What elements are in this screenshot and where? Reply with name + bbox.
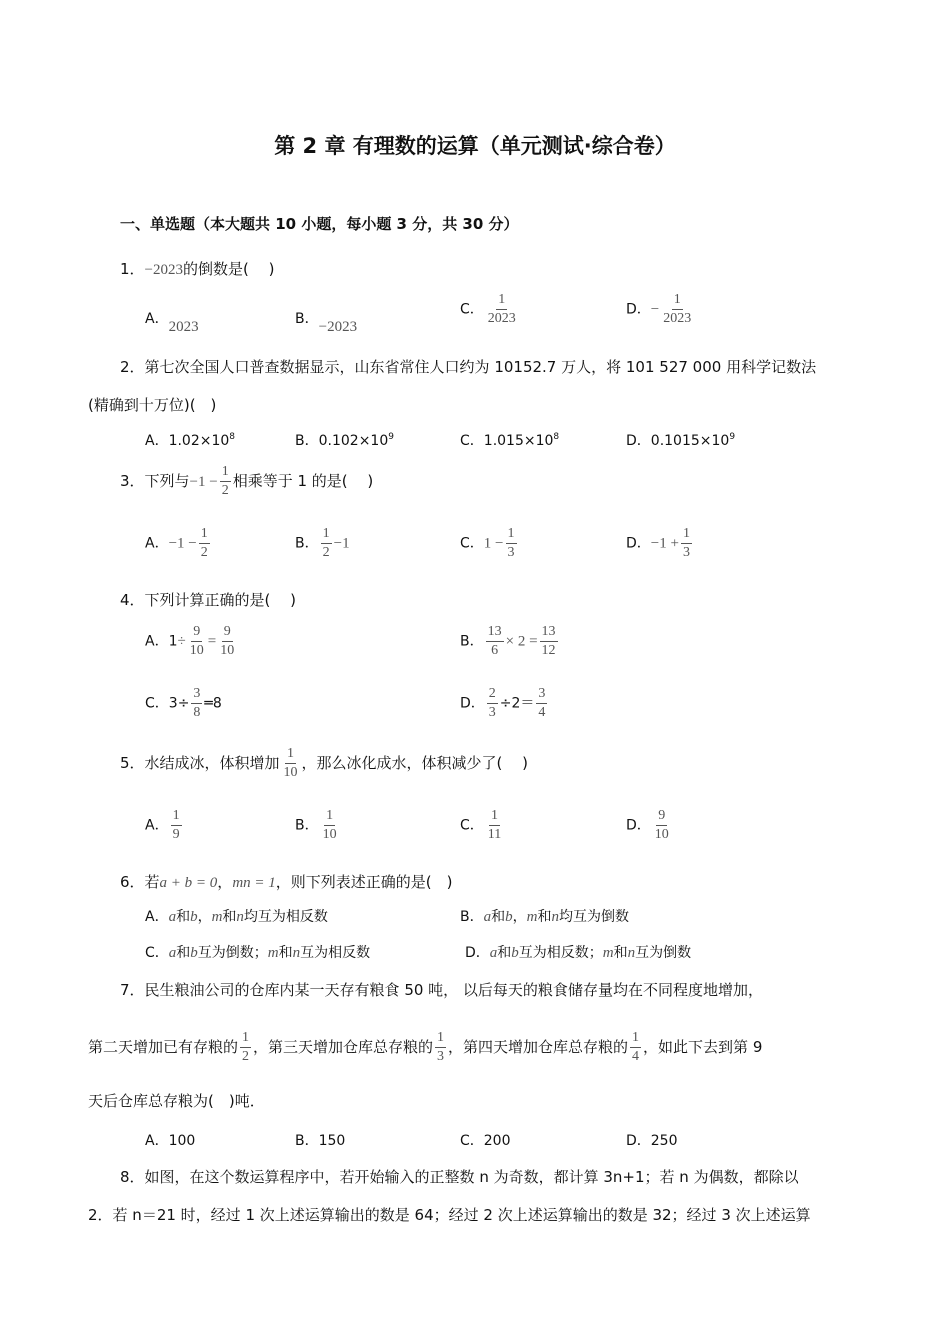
operator: ÷2＝ <box>499 695 535 712</box>
variable: m <box>211 909 223 925</box>
conjunction: 和 <box>278 945 293 961</box>
numerator: 2 <box>487 686 498 704</box>
exponent: 8 <box>553 432 560 442</box>
denominator: 10 <box>283 765 298 780</box>
denominator: 3 <box>507 545 515 560</box>
option-text: 均互为相反数 <box>243 909 328 925</box>
question-text: ，那么冰化成水，体积减少了( ) <box>301 754 529 772</box>
option-text: 互为相反数； <box>518 945 603 961</box>
variable: n <box>292 945 301 961</box>
conjunction: 和 <box>497 945 512 961</box>
option-label: B． <box>460 633 484 650</box>
fraction <box>188 624 206 659</box>
numerator: 3 <box>191 686 202 704</box>
operand: 1 <box>168 633 178 650</box>
numerator: 1 <box>240 1030 251 1048</box>
question-7-line-1: 7．民生粮油公司的仓库内某一天存有粮食 50 吨， 以后每天的粮食储存量均在不同程度地增加， <box>120 981 763 999</box>
question-2-line-2: (精确到十万位)( ) <box>88 396 217 414</box>
option-label: B． <box>460 909 484 925</box>
conjunction: 和 <box>537 909 552 925</box>
numerator: 3 <box>536 686 547 704</box>
fraction <box>486 624 504 659</box>
denominator: 2 <box>242 1049 250 1064</box>
option-label: C． <box>460 817 484 834</box>
math-expression: −1 − <box>189 474 218 490</box>
option-label: B． <box>295 817 319 834</box>
q6-option-b[interactable]: B．a和b，m和n均互为倒数 <box>460 909 629 925</box>
option-label: A． <box>145 633 169 650</box>
fraction <box>321 808 339 843</box>
question-text: ，则下列表述正确的是( ) <box>275 873 453 891</box>
option-value: 1.015×10 <box>483 433 554 449</box>
conjunction: 和 <box>613 945 628 961</box>
fraction <box>435 1030 446 1065</box>
option-label: B． <box>295 433 319 449</box>
operand: 3÷ <box>168 695 190 712</box>
separator: ， <box>217 873 233 891</box>
q6-option-d[interactable] <box>465 942 691 962</box>
conjunction: 和 <box>491 909 506 925</box>
option-text: 互为相反数 <box>300 945 371 961</box>
q2-option-b[interactable] <box>295 430 394 450</box>
q3-option-a[interactable] <box>145 526 212 561</box>
variable: b <box>511 945 519 961</box>
math-expression: 1 − <box>483 535 504 552</box>
denominator: 6 <box>491 643 499 658</box>
fraction <box>218 624 236 659</box>
operator: × 2 = <box>505 633 538 650</box>
numerator: 1 <box>199 526 210 544</box>
page-title: 第 2 章 有理数的运算（单元测试·综合卷） <box>274 134 676 158</box>
option-label: C． <box>145 945 169 961</box>
q7-option-b[interactable]: B．150 <box>295 1133 346 1149</box>
q1-option-b[interactable] <box>295 308 358 335</box>
denominator: 2023 <box>663 311 692 326</box>
q4-option-b[interactable] <box>460 624 560 659</box>
option-label: D． <box>626 433 651 449</box>
variable: b <box>190 945 198 961</box>
variable: a <box>168 945 177 961</box>
denominator: 3 <box>488 705 496 720</box>
question-6 <box>120 871 453 894</box>
question-7-line-2 <box>88 1030 762 1065</box>
q2-option-a[interactable] <box>145 430 235 450</box>
math-expression: −2023 <box>144 262 184 278</box>
variable: n <box>627 945 636 961</box>
denominator: 2 <box>322 545 330 560</box>
q3-option-d[interactable] <box>626 526 694 561</box>
question-2-line-1: 2．第七次全国人口普查数据显示，山东省常住人口约为 10152.7 万人，将 101 527 000 用科学记数法 <box>120 358 817 376</box>
variable: a <box>168 909 177 925</box>
variable: a <box>483 909 492 925</box>
numerator: 1 <box>496 292 507 310</box>
fraction <box>282 746 300 781</box>
math-expression: −1 + <box>650 535 679 552</box>
q5-option-c[interactable] <box>460 808 505 843</box>
question-7-line-3: 天后仓库总存粮为( )吨． <box>88 1092 265 1110</box>
question-4: 4．下列计算正确的是( ) <box>120 591 297 609</box>
denominator: 10 <box>220 643 235 658</box>
operator: ÷ <box>177 633 186 650</box>
numerator: 1 <box>681 526 692 544</box>
numerator: 1 <box>321 526 332 544</box>
q6-option-c[interactable] <box>145 942 370 962</box>
q3-option-c[interactable] <box>460 526 519 561</box>
option-value: 0.102×10 <box>318 433 389 449</box>
question-text: 第二天增加已有存粮的 <box>88 1038 239 1056</box>
q7-option-d[interactable]: D．250 <box>626 1133 678 1149</box>
option-label: A． <box>145 909 169 925</box>
denominator: 4 <box>538 705 546 720</box>
option-text: 互为倒数； <box>197 945 268 961</box>
numerator: 1 <box>506 526 517 544</box>
q5-option-b[interactable] <box>295 808 341 843</box>
variable: m <box>602 945 614 961</box>
q1-option-c[interactable] <box>460 292 520 327</box>
conjunction: 和 <box>176 909 191 925</box>
fraction <box>220 464 231 499</box>
option-value: 0.1015×10 <box>650 433 730 449</box>
option-label: D． <box>626 535 651 552</box>
q1-option-a[interactable] <box>145 308 199 335</box>
numerator: 1 <box>220 464 231 482</box>
section-heading-single-choice: 一、单选题（本大题共 10 小题，每小题 3 分，共 30 分） <box>120 215 519 233</box>
denominator: 3 <box>682 545 690 560</box>
option-value: −2023 <box>318 319 358 335</box>
option-text: 均互为倒数 <box>558 909 629 925</box>
denominator: 10 <box>189 643 204 658</box>
q4-option-c[interactable] <box>145 686 222 721</box>
operator: = <box>207 633 217 650</box>
variable: b <box>505 909 513 925</box>
question-8-line-2: 2．若 n＝21 时，经过 1 次上述运算输出的数是 64；经过 2 次上述运算输出的数是 32；经过 3 次上述运算 <box>88 1206 811 1224</box>
fraction <box>191 686 202 721</box>
option-label: B． <box>295 535 319 552</box>
numerator: 1 <box>435 1030 446 1048</box>
numerator: 1 <box>171 808 182 826</box>
math-expression: −1 − <box>168 535 197 552</box>
numerator: 9 <box>656 808 667 826</box>
option-label: B． <box>295 311 319 327</box>
numerator: 13 <box>540 624 558 642</box>
numerator: 13 <box>486 624 504 642</box>
q4-option-d[interactable] <box>460 686 549 721</box>
option-label: A． <box>145 311 169 327</box>
q2-option-d[interactable] <box>626 430 735 450</box>
variable: n <box>236 909 244 925</box>
q4-option-a[interactable] <box>145 624 238 659</box>
option-label: D． <box>465 945 490 961</box>
option-label: A． <box>145 535 169 552</box>
option-label: D． <box>626 301 651 318</box>
denominator: 2 <box>200 545 208 560</box>
numerator: 9 <box>191 624 202 642</box>
numerator: 1 <box>630 1030 641 1048</box>
question-text: 5．水结成冰，体积增加 <box>120 754 280 772</box>
variable: n <box>551 909 559 925</box>
option-value: 1.02×10 <box>168 433 230 449</box>
q3-option-b[interactable] <box>295 526 350 561</box>
fraction <box>681 526 692 561</box>
numerator: 1 <box>489 808 500 826</box>
option-value: 2023 <box>168 319 199 335</box>
question-text: ，第四天增加仓库总存粮的 <box>448 1038 629 1056</box>
exponent: 9 <box>388 432 394 442</box>
denominator: 2 <box>221 483 229 498</box>
denominator: 8 <box>193 705 201 720</box>
variable: m <box>267 945 279 961</box>
sign: − <box>650 301 660 318</box>
exponent: 9 <box>729 432 736 442</box>
fraction <box>240 1030 251 1065</box>
denominator: 2023 <box>487 311 516 326</box>
variable: m <box>526 909 538 925</box>
exponent: 8 <box>229 432 236 442</box>
option-text: 互为倒数 <box>635 945 692 961</box>
q7-option-c[interactable]: C．200 <box>460 1133 511 1149</box>
numerator: 9 <box>222 624 233 642</box>
denominator: 4 <box>632 1049 640 1064</box>
fraction <box>661 292 693 327</box>
math-expression: mn = 1 <box>232 875 276 891</box>
question-number: 1． <box>120 260 145 278</box>
question-text: 6．若 <box>120 873 160 891</box>
fraction <box>486 292 518 327</box>
question-5 <box>120 746 528 781</box>
fraction <box>486 808 503 843</box>
denominator: 10 <box>322 827 337 842</box>
denominator: 3 <box>437 1049 445 1064</box>
variable: b <box>190 909 198 925</box>
option-label: C． <box>460 433 484 449</box>
question-text: ，如此下去到第 9 <box>643 1038 763 1056</box>
option-label: C． <box>145 695 169 712</box>
fraction <box>506 526 517 561</box>
question-text: ，第三天增加仓库总存粮的 <box>253 1038 434 1056</box>
q7-option-a[interactable]: A．100 <box>145 1133 196 1149</box>
question-text: 3．下列与 <box>120 472 190 490</box>
fraction <box>630 1030 641 1065</box>
conjunction: 和 <box>176 945 191 961</box>
option-label: C． <box>460 301 484 318</box>
conjunction: 和 <box>222 909 237 925</box>
option-label: A． <box>145 433 169 449</box>
numerator: 1 <box>285 746 296 764</box>
question-1 <box>120 258 275 281</box>
option-label: D． <box>626 817 651 834</box>
fraction <box>536 686 547 721</box>
fraction <box>199 526 210 561</box>
option-label: D． <box>460 695 485 712</box>
q2-option-c[interactable] <box>460 430 559 450</box>
math-expression: −1 <box>333 535 350 552</box>
denominator: 12 <box>541 643 556 658</box>
numerator: 1 <box>324 808 335 826</box>
fraction <box>321 526 332 561</box>
option-label: C． <box>460 535 484 552</box>
question-8-line-1: 8．如图，在这个数运算程序中，若开始输入的正整数 n 为奇数，都计算 3n+1；若 n 为偶数，都除以 <box>120 1168 799 1186</box>
math-expression: a + b = 0 <box>159 875 218 891</box>
question-text: 相乘等于 1 的是( ) <box>232 472 374 490</box>
fraction <box>171 808 182 843</box>
q5-option-d[interactable] <box>626 808 673 843</box>
numerator: 1 <box>672 292 683 310</box>
q5-option-a[interactable] <box>145 808 184 843</box>
fraction <box>487 686 498 721</box>
q6-option-a[interactable]: A．a和b，m和n均互为相反数 <box>145 909 328 925</box>
denominator: 11 <box>487 827 502 842</box>
question-3 <box>120 464 373 499</box>
question-text: 的倒数是( ) <box>183 260 275 278</box>
fraction <box>653 808 671 843</box>
option-label: A． <box>145 817 169 834</box>
q1-option-d[interactable] <box>626 292 695 327</box>
denominator: 9 <box>172 827 180 842</box>
result: ═8 <box>204 695 222 712</box>
denominator: 10 <box>654 827 669 842</box>
variable: a <box>489 945 498 961</box>
fraction <box>540 624 558 659</box>
